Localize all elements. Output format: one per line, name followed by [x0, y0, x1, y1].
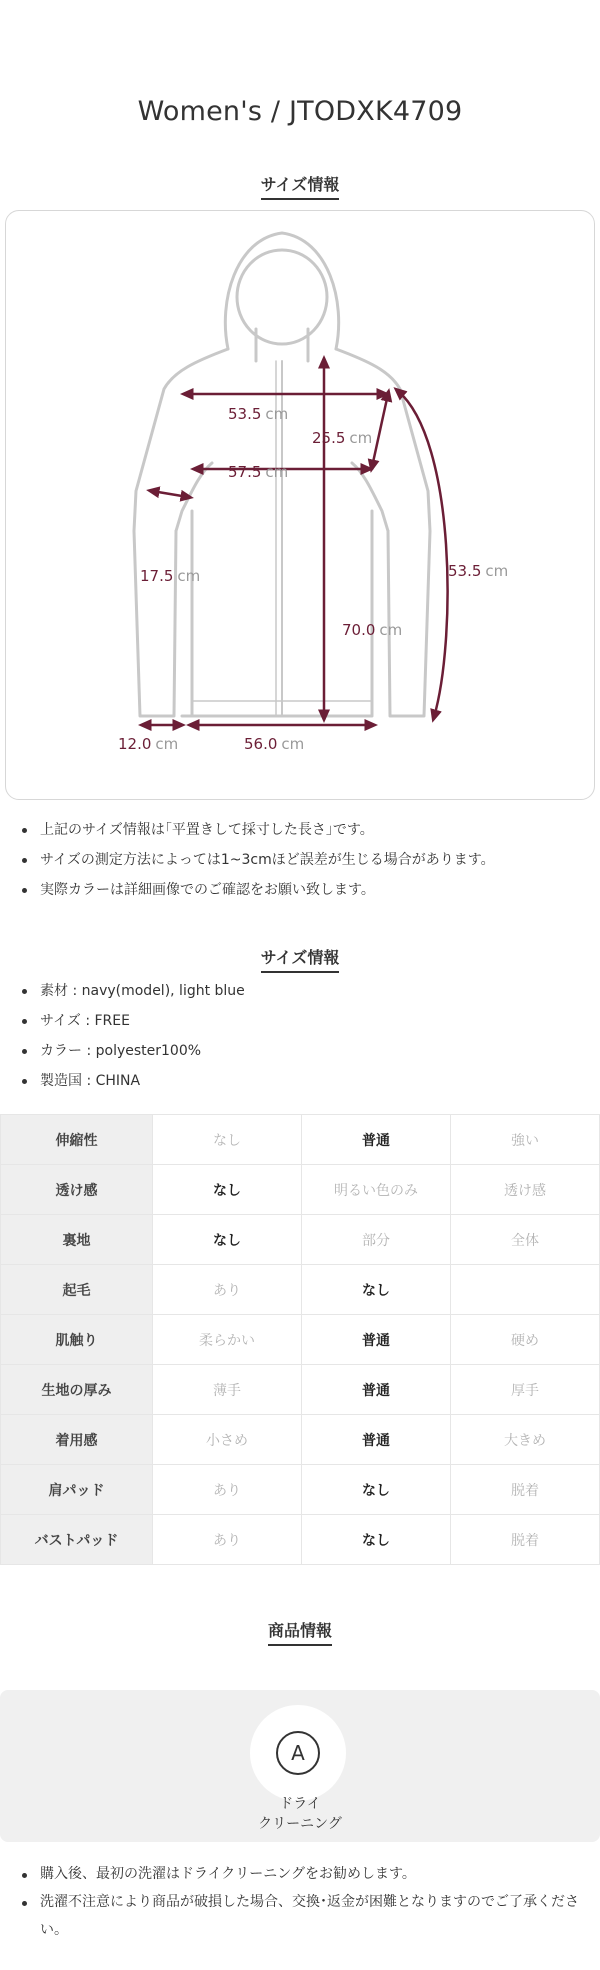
size-note: サイズの測定方法によっては1~3cmほど誤差が生じる場合があります。 — [40, 845, 495, 875]
spec-option: 柔らかい — [153, 1315, 302, 1365]
spec-row — [1, 1365, 600, 1415]
material-item: 素材 : navy(model), light blue — [40, 976, 245, 1006]
size-info-heading: サイズ情報 — [0, 172, 600, 200]
spec-option-selected: なし — [302, 1265, 451, 1315]
shoulder-label: 53.5 cm — [228, 405, 289, 423]
spec-row-label: 透け感 — [1, 1165, 153, 1215]
spec-option: なし — [153, 1115, 302, 1165]
spec-option: 明るい色のみ — [302, 1165, 451, 1215]
spec-row-label: 起毛 — [1, 1265, 153, 1315]
size-note: 実際カラーは詳細画像でのご確認をお願い致します。 — [40, 875, 495, 905]
product-info-heading: 商品情報 — [0, 1618, 600, 1646]
spec-row-label: 着用感 — [1, 1415, 153, 1465]
origin-item: 製造国 : CHINA — [40, 1066, 245, 1096]
spec-row — [1, 1515, 600, 1565]
care-panel — [0, 1690, 600, 1842]
jacket-illustration — [6, 211, 594, 799]
spec-option: 脱着 — [451, 1515, 600, 1565]
care-symbol-badge — [250, 1705, 346, 1801]
spec-row-label: 肌触り — [1, 1315, 153, 1365]
spec-option: 透け感 — [451, 1165, 600, 1215]
spec-row-label: 生地の厚み — [1, 1365, 153, 1415]
care-note: 洗濯不注意により商品が破損した場合、交換･返金が困難となりますのでご了承ください。 — [40, 1888, 580, 1944]
spec-option-selected: なし — [153, 1165, 302, 1215]
care-notes — [40, 1860, 580, 1944]
page-title: Women's / JTODXK4709 — [137, 96, 463, 127]
size-item: サイズ : FREE — [40, 1006, 245, 1036]
spec-option-selected: 普通 — [302, 1365, 451, 1415]
spec-option: 硬め — [451, 1315, 600, 1365]
length-label: 70.0 cm — [342, 621, 403, 639]
spec-row — [1, 1315, 600, 1365]
sleeve-label: 53.5 cm — [448, 562, 509, 580]
size-notes — [40, 815, 495, 905]
size-note: 上記のサイズ情報は｢平置きして採寸した長さ｣です。 — [40, 815, 495, 845]
spec-row-label: 伸縮性 — [1, 1115, 153, 1165]
spec-row — [1, 1465, 600, 1515]
spec-option: 脱着 — [451, 1465, 600, 1515]
spec-row — [1, 1165, 600, 1215]
sleeve-opening-label: 17.5 cm — [140, 567, 201, 585]
color-item: カラー : polyester100% — [40, 1036, 245, 1066]
spec-option-selected: 普通 — [302, 1415, 451, 1465]
spec-row-label: 肩パッド — [1, 1465, 153, 1515]
cuff-label: 12.0 cm — [118, 735, 179, 753]
spec-option: 薄手 — [153, 1365, 302, 1415]
spec-option: 小さめ — [153, 1415, 302, 1465]
spec-option-selected: なし — [302, 1515, 451, 1565]
care-label-line1: ドライ — [279, 1796, 321, 1812]
spec-row — [1, 1265, 600, 1315]
dry-clean-icon: A — [276, 1731, 320, 1775]
spec-option-selected: 普通 — [302, 1315, 451, 1365]
care-label-line2: クリーニング — [258, 1816, 342, 1832]
spec-option: 全体 — [451, 1215, 600, 1265]
spec-option: あり — [153, 1465, 302, 1515]
spec-row-label: バストパッド — [1, 1515, 153, 1565]
material-info-heading: サイズ情報 — [0, 945, 600, 973]
spec-option: 強い — [451, 1115, 600, 1165]
spec-option: 厚手 — [451, 1365, 600, 1415]
spec-row — [1, 1415, 600, 1465]
hem-label: 56.0 cm — [244, 735, 305, 753]
spec-option: あり — [153, 1265, 302, 1315]
spec-option: あり — [153, 1515, 302, 1565]
armhole-label: 25.5 cm — [312, 429, 373, 447]
size-diagram — [5, 210, 595, 800]
spec-row-label: 裏地 — [1, 1215, 153, 1265]
spec-row — [1, 1215, 600, 1265]
material-info-list — [40, 976, 245, 1096]
spec-option: 大きめ — [451, 1415, 600, 1465]
care-note: 購入後、最初の洗濯はドライクリーニングをお勧めします。 — [40, 1860, 580, 1888]
spec-option-selected: なし — [153, 1215, 302, 1265]
chest-label: 57.5 cm — [228, 463, 289, 481]
spec-option-selected: なし — [302, 1465, 451, 1515]
spec-option-selected: 普通 — [302, 1115, 451, 1165]
spec-option — [451, 1265, 600, 1315]
spec-row — [1, 1115, 600, 1165]
spec-option: 部分 — [302, 1215, 451, 1265]
fabric-spec-table — [0, 1114, 600, 1565]
